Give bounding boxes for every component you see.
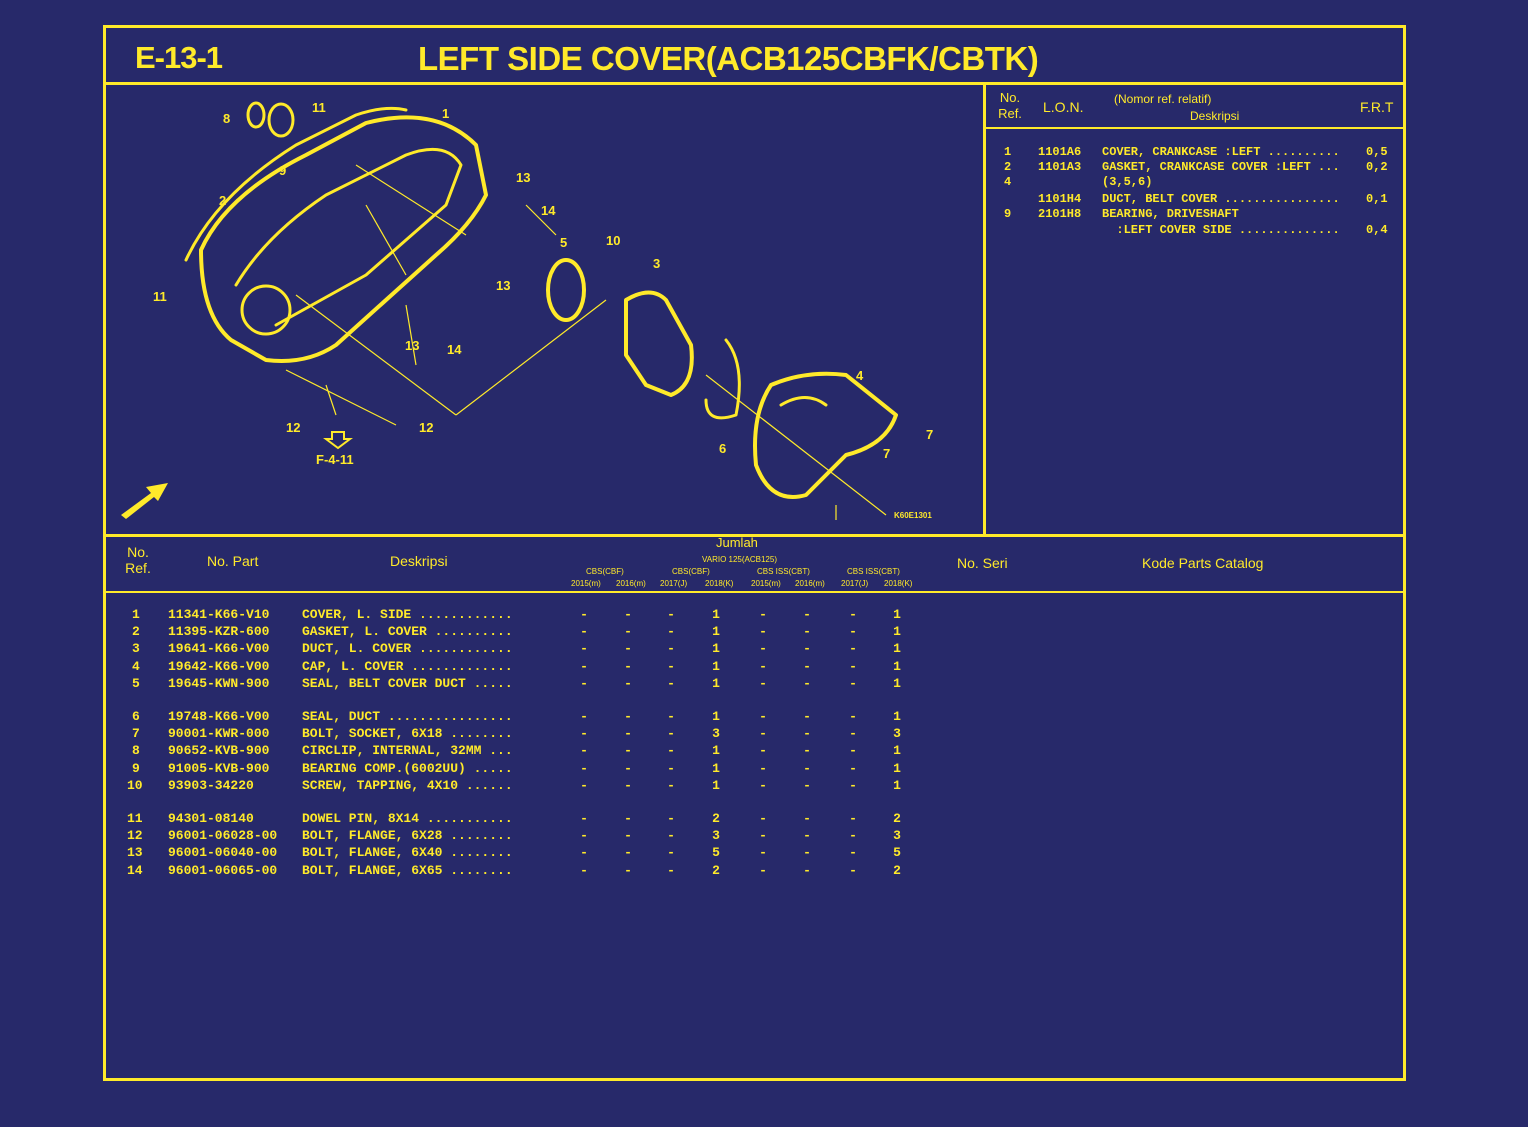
parts-row: [118, 863, 918, 880]
part-desc: DUCT, L. COVER ............: [302, 641, 513, 657]
svg-text:2: 2: [219, 193, 227, 208]
parts-row: [118, 607, 918, 624]
part-qty: -: [759, 624, 767, 640]
year-label: 2017(J): [841, 579, 869, 588]
part-qty: 1: [893, 675, 901, 691]
frt-desc: (3,5,6): [1102, 175, 1153, 189]
frt-row: [994, 160, 1394, 176]
part-qty: 1: [712, 624, 720, 640]
part-desc: SEAL, BELT COVER DUCT .....: [302, 675, 513, 691]
frt-desc: BEARING, DRIVESHAFT: [1102, 207, 1239, 221]
part-qty: -: [759, 760, 767, 776]
group-label: CBS(CBF): [586, 567, 624, 576]
part-qty: -: [580, 811, 588, 826]
part-qty: -: [849, 845, 857, 861]
frt-ref: 2: [1004, 160, 1012, 174]
part-qty: 1: [893, 607, 901, 622]
frt-header-frt: F.R.T: [1360, 99, 1394, 115]
part-ref: 5: [132, 675, 140, 691]
part-desc: CAP, L. COVER .............: [302, 658, 513, 674]
part-qty: 1: [712, 641, 720, 657]
front-arrow-icon: [121, 483, 168, 519]
year-label: 2018(K): [705, 579, 734, 588]
parts-row: [118, 761, 918, 778]
frt-ref: 4: [1004, 175, 1012, 189]
part-qty: -: [803, 777, 811, 793]
svg-text:12: 12: [419, 420, 434, 435]
part-qty: 1: [712, 709, 720, 724]
part-qty: -: [624, 760, 632, 776]
svg-text:11: 11: [153, 289, 167, 304]
parts-row: [118, 624, 918, 641]
frt-divider: [983, 82, 986, 537]
frt-desc: :LEFT COVER SIDE ..............: [1102, 223, 1340, 237]
part-qty: 1: [712, 658, 720, 674]
part-desc: SEAL, DUCT ................: [302, 709, 513, 724]
part-desc: SCREW, TAPPING, 4X10 ......: [302, 777, 513, 793]
part-qty: -: [803, 862, 811, 878]
frt-lon: 2101H8: [1038, 207, 1082, 221]
part-qty: 5: [893, 845, 901, 861]
part-qty: 2: [893, 811, 901, 826]
part-qty: 1: [712, 743, 720, 759]
svg-text:11: 11: [312, 100, 326, 115]
part-qty: 5: [712, 845, 720, 861]
part-qty: -: [580, 641, 588, 657]
svg-text:13: 13: [496, 278, 511, 293]
part-qty: -: [667, 675, 675, 691]
year-label: 2016(m): [616, 579, 646, 588]
part-qty: 1: [893, 658, 901, 674]
frt-header-nomor: (Nomor ref. relatif): [1114, 92, 1212, 106]
svg-text:10: 10: [606, 233, 621, 248]
part-qty: -: [580, 862, 588, 878]
frt-value: 0,4: [1366, 223, 1388, 237]
part-qty: -: [580, 624, 588, 640]
part-qty: -: [759, 607, 767, 622]
part-desc: BOLT, FLANGE, 6X65 ........: [302, 862, 513, 878]
parts-row: [118, 828, 918, 845]
part-qty: -: [803, 607, 811, 622]
part-qty: -: [667, 777, 675, 793]
part-qty: -: [759, 726, 767, 742]
part-ref: 6: [132, 709, 140, 724]
frt-header-lon: L.O.N.: [1043, 99, 1084, 115]
part-qty: -: [624, 641, 632, 657]
frt-row: [994, 175, 1394, 191]
svg-text:7: 7: [883, 446, 891, 461]
svg-text:6: 6: [719, 441, 727, 456]
part-ref: 14: [127, 862, 143, 878]
part-qty: -: [759, 743, 767, 759]
part-qty: -: [667, 658, 675, 674]
frt-value: 0,1: [1366, 192, 1388, 206]
part-qty: -: [624, 777, 632, 793]
part-qty: -: [803, 675, 811, 691]
group-label: CBS(CBF): [672, 567, 710, 576]
part-number: 19642-K66-V00: [168, 658, 270, 674]
part-qty: 2: [893, 862, 901, 878]
part-qty: -: [803, 811, 811, 826]
svg-text:4: 4: [856, 368, 864, 383]
frt-desc: COVER, CRANKCASE :LEFT ..........: [1102, 145, 1340, 159]
parts-row: [118, 845, 918, 862]
part-qty: 3: [893, 726, 901, 742]
svg-text:13: 13: [516, 170, 531, 185]
part-qty: 1: [712, 675, 720, 691]
year-label: 2015(m): [751, 579, 781, 588]
part-qty: -: [849, 709, 857, 724]
parts-row: [118, 709, 918, 726]
part-qty: -: [759, 845, 767, 861]
frt-value: 0,2: [1366, 160, 1388, 174]
part-qty: -: [803, 658, 811, 674]
down-arrow-icon: [326, 432, 350, 448]
parts-row: [118, 676, 918, 693]
parts-header-kode: Kode Parts Catalog: [1142, 555, 1264, 571]
part-qty: -: [759, 828, 767, 844]
part-qty: -: [667, 641, 675, 657]
duct-outline: [626, 293, 692, 396]
svg-text:14: 14: [447, 342, 462, 357]
part-qty: -: [667, 709, 675, 724]
part-qty: -: [803, 624, 811, 640]
part-number: 19641-K66-V00: [168, 641, 270, 657]
part-number: 90652-KVB-900: [168, 743, 270, 759]
parts-header-deskripsi: Deskripsi: [390, 553, 448, 569]
part-qty: 1: [893, 641, 901, 657]
frt-lon: 1101H4: [1038, 192, 1082, 206]
part-qty: -: [624, 675, 632, 691]
part-number: 96001-06028-00: [168, 828, 278, 844]
part-qty: -: [624, 658, 632, 674]
part-qty: -: [580, 760, 588, 776]
part-ref: 11: [127, 811, 143, 826]
part-number: 11341-K66-V10: [168, 607, 270, 622]
part-ref: 12: [127, 828, 143, 844]
part-qty: -: [667, 845, 675, 861]
part-qty: 1: [893, 743, 901, 759]
frt-lon: 1101A3: [1038, 160, 1082, 174]
part-qty: 2: [712, 811, 720, 826]
svg-text:12: 12: [286, 420, 301, 435]
part-qty: -: [759, 675, 767, 691]
part-number: 96001-06040-00: [168, 845, 278, 861]
part-qty: -: [580, 726, 588, 742]
part-qty: -: [849, 828, 857, 844]
frt-ref: 1: [1004, 145, 1012, 159]
part-qty: -: [849, 624, 857, 640]
part-qty: -: [803, 828, 811, 844]
part-qty: -: [803, 641, 811, 657]
svg-text:13: 13: [405, 338, 420, 353]
part-number: 11395-KZR-600: [168, 624, 270, 640]
diagram-ref-label: F-4-11: [316, 452, 354, 467]
frt-desc: GASKET, CRANKCASE COVER :LEFT ...: [1102, 160, 1340, 174]
frt-ref: 9: [1004, 207, 1012, 221]
part-qty: -: [667, 760, 675, 776]
year-label: 2018(K): [884, 579, 913, 588]
parts-header-nopart: No. Part: [207, 553, 259, 569]
frt-row: [994, 223, 1394, 239]
parts-row: [118, 778, 918, 795]
part-qty: -: [849, 607, 857, 622]
part-qty: -: [803, 760, 811, 776]
part-desc: COVER, L. SIDE ............: [302, 607, 513, 622]
part-ref: 1: [132, 607, 140, 622]
part-number: 91005-KVB-900: [168, 760, 270, 776]
part-qty: 1: [893, 624, 901, 640]
svg-text:9: 9: [279, 163, 287, 178]
part-desc: GASKET, L. COVER ..........: [302, 624, 513, 640]
part-ref: 7: [132, 726, 140, 742]
part-qty: -: [667, 828, 675, 844]
part-qty: -: [759, 777, 767, 793]
part-qty: -: [580, 607, 588, 622]
group-label: CBS ISS(CBT): [847, 567, 900, 576]
part-ref: 2: [132, 624, 140, 640]
part-ref: 3: [132, 641, 140, 657]
part-qty: -: [580, 658, 588, 674]
part-qty: -: [580, 828, 588, 844]
part-qty: -: [624, 726, 632, 742]
part-qty: -: [849, 658, 857, 674]
part-qty: -: [667, 862, 675, 878]
part-desc: BOLT, SOCKET, 6X18 ........: [302, 726, 513, 742]
part-qty: -: [667, 607, 675, 622]
part-desc: CIRCLIP, INTERNAL, 32MM ...: [302, 743, 513, 759]
svg-text:8: 8: [223, 111, 231, 126]
parts-header-model: VARIO 125(ACB125): [702, 555, 777, 564]
part-ref: 4: [132, 658, 140, 674]
part-qty: -: [759, 641, 767, 657]
part-qty: -: [759, 658, 767, 674]
parts-row: [118, 659, 918, 676]
gasket-outline: [186, 108, 406, 260]
year-label: 2017(J): [660, 579, 688, 588]
part-desc: BEARING COMP.(6002UU) .....: [302, 760, 513, 776]
year-label: 2015(m): [571, 579, 601, 588]
group-label: CBS ISS(CBT): [757, 567, 810, 576]
part-qty: -: [667, 743, 675, 759]
part-qty: -: [849, 760, 857, 776]
part-qty: -: [667, 726, 675, 742]
part-ref: 8: [132, 743, 140, 759]
parts-header-noref: No. Ref.: [125, 544, 151, 576]
part-desc: DOWEL PIN, 8X14 ...........: [302, 811, 513, 826]
part-number: 93903-34220: [168, 777, 254, 793]
part-qty: -: [759, 811, 767, 826]
cover-outline: [201, 117, 486, 361]
part-qty: -: [580, 743, 588, 759]
part-qty: -: [624, 743, 632, 759]
part-number: 94301-08140: [168, 811, 254, 826]
part-qty: 1: [893, 760, 901, 776]
exploded-diagram: [106, 85, 983, 534]
cap-outline: [755, 374, 896, 497]
part-desc: BOLT, FLANGE, 6X40 ........: [302, 845, 513, 861]
part-qty: -: [624, 862, 632, 878]
part-qty: 1: [893, 709, 901, 724]
frt-header-deskripsi: Deskripsi: [1190, 109, 1240, 123]
part-qty: -: [849, 726, 857, 742]
part-qty: -: [849, 675, 857, 691]
parts-row: [118, 641, 918, 658]
part-qty: -: [759, 709, 767, 724]
part-qty: -: [849, 811, 857, 826]
part-qty: -: [849, 641, 857, 657]
part-ref: 9: [132, 760, 140, 776]
part-qty: -: [580, 845, 588, 861]
frt-lon: 1101A6: [1038, 145, 1082, 159]
part-qty: -: [667, 811, 675, 826]
part-ref: 10: [127, 777, 143, 793]
parts-header-divider: [103, 591, 1406, 593]
parts-header-noseri: No. Seri: [957, 555, 1008, 571]
svg-text:1: 1: [442, 106, 450, 121]
page-title: LEFT SIDE COVER(ACB125CBFK/CBTK): [418, 40, 1039, 77]
part-qty: 3: [712, 726, 720, 742]
frt-row: [994, 192, 1394, 208]
part-number: 96001-06065-00: [168, 862, 278, 878]
part-qty: -: [803, 743, 811, 759]
frt-row: [994, 207, 1394, 223]
part-qty: 2: [712, 862, 720, 878]
part-qty: 1: [712, 760, 720, 776]
part-desc: BOLT, FLANGE, 6X28 ........: [302, 828, 513, 844]
part-qty: -: [624, 607, 632, 622]
parts-header-jumlah: Jumlah: [716, 535, 758, 550]
svg-text:3: 3: [653, 256, 661, 271]
part-ref: 13: [127, 845, 143, 861]
part-qty: -: [849, 743, 857, 759]
part-qty: -: [624, 709, 632, 724]
part-number: 19645-KWN-900: [168, 675, 270, 691]
part-qty: 1: [712, 607, 720, 622]
part-qty: -: [849, 862, 857, 878]
frt-header-divider: [985, 127, 1406, 129]
part-number: 90001-KWR-000: [168, 726, 270, 742]
part-qty: -: [624, 845, 632, 861]
svg-text:7: 7: [926, 427, 934, 442]
frt-desc: DUCT, BELT COVER ................: [1102, 192, 1340, 206]
parts-row: [118, 811, 918, 828]
svg-text:14: 14: [541, 203, 556, 218]
part-qty: -: [849, 777, 857, 793]
parts-row: [118, 743, 918, 760]
frt-header-noref: No. Ref.: [998, 90, 1022, 121]
frt-row: [994, 145, 1394, 161]
part-qty: -: [580, 709, 588, 724]
svg-text:5: 5: [560, 235, 568, 250]
part-qty: -: [803, 845, 811, 861]
part-qty: -: [667, 624, 675, 640]
part-qty: -: [624, 811, 632, 826]
part-qty: 3: [893, 828, 901, 844]
part-qty: -: [624, 828, 632, 844]
diagram-drawing-code: K60E1301: [894, 511, 932, 520]
part-qty: 1: [893, 777, 901, 793]
part-qty: -: [624, 624, 632, 640]
page-code: E-13-1: [135, 40, 223, 75]
frt-value: 0,5: [1366, 145, 1388, 159]
part-qty: -: [580, 675, 588, 691]
part-qty: 3: [712, 828, 720, 844]
part-qty: -: [803, 726, 811, 742]
part-qty: 1: [712, 777, 720, 793]
year-label: 2016(m): [795, 579, 825, 588]
part-qty: -: [580, 777, 588, 793]
part-qty: -: [803, 709, 811, 724]
part-qty: -: [759, 862, 767, 878]
part-number: 19748-K66-V00: [168, 709, 270, 724]
parts-row: [118, 726, 918, 743]
